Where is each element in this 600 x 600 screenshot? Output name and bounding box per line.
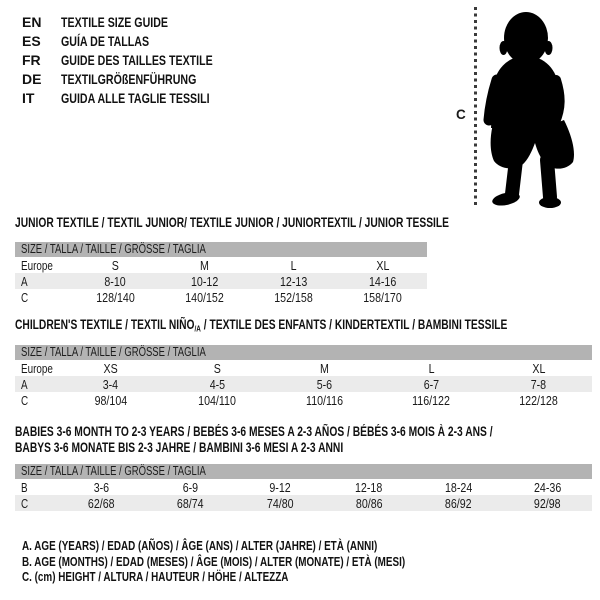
lang-title: GUIDE DES TAILLES TEXTILE: [61, 52, 213, 68]
height-measure-label: C: [456, 107, 466, 122]
lang-code: IT: [22, 90, 35, 106]
table-row-months: [15, 479, 592, 495]
babies-title-line2: BABYS 3-6 MONATE BIS 2-3 JAHRE / BAMBINI 3-6 MESI A 2-3 ANNI: [15, 440, 344, 455]
lang-row-fr: [22, 51, 261, 70]
lang-row-it: [22, 89, 261, 108]
size-value: 14-16: [368, 273, 397, 289]
size-value: 140/152: [185, 289, 224, 305]
lang-title: TEXTILE SIZE GUIDE: [61, 14, 169, 30]
size-value: L: [290, 257, 297, 273]
lang-row-es: [22, 32, 261, 51]
size-value: XL: [375, 257, 390, 273]
babies-section-title: [15, 424, 600, 456]
row-label: C: [21, 392, 29, 408]
size-value: M: [320, 360, 329, 376]
size-value: XL: [531, 360, 546, 376]
size-value: 10-12: [190, 273, 219, 289]
junior-section-title: [15, 215, 586, 230]
size-value: 3-4: [102, 376, 119, 392]
table-row-age: [15, 273, 427, 289]
lang-row-en: [22, 13, 261, 32]
measurement-legend: [22, 538, 526, 585]
children-section-title: [15, 317, 600, 333]
size-value: 62/68: [88, 495, 115, 511]
height-dotted-line: [474, 7, 477, 208]
size-value: 12-13: [279, 273, 308, 289]
lang-row-de: [22, 70, 261, 89]
size-value: 3-6: [93, 479, 110, 495]
table-row-europe: [15, 257, 427, 273]
size-value: 68/74: [177, 495, 205, 511]
size-header-text: SIZE / TALLA / TAILLE / GRÖSSE / TAGLIA: [21, 464, 206, 478]
size-header-text: SIZE / TALLA / TAILLE / GRÖSSE / TAGLIA: [21, 345, 206, 359]
lang-title: TEXTILGRÖßENFÜHRUNG: [61, 71, 197, 87]
size-value: 80/86: [355, 495, 383, 511]
size-value: 5-6: [316, 376, 333, 392]
row-label: C: [21, 289, 29, 305]
lang-title: GUIDA ALLE TAGLIE TESSILI: [61, 90, 210, 106]
children-size-table: [15, 345, 592, 408]
row-label: B: [21, 479, 28, 495]
lang-code: EN: [22, 14, 42, 30]
table-row-europe: [15, 360, 592, 376]
lang-code: FR: [22, 52, 41, 68]
size-value: S: [111, 257, 120, 273]
table-row-age: [15, 376, 592, 392]
size-value: 7-8: [530, 376, 547, 392]
size-value: 152/158: [274, 289, 313, 305]
legend-line-a: A. AGE (YEARS) / EDAD (AÑOS) / ÂGE (ANS) / ALTER (JAHRE) / ETÀ (ANNI): [22, 538, 378, 553]
size-value: 4-5: [209, 376, 226, 392]
row-label: Europe: [21, 360, 53, 376]
size-value: 128/140: [96, 289, 135, 305]
size-value: 6-9: [183, 479, 199, 495]
size-value: S: [213, 360, 222, 376]
row-label: C: [21, 495, 29, 511]
size-value: 110/116: [306, 392, 343, 408]
size-value: 122/128: [519, 392, 558, 408]
size-value: 24-36: [533, 479, 562, 495]
lang-title: GUÍA DE TALLAS: [61, 33, 150, 49]
junior-section-title-text: JUNIOR TEXTILE / TEXTIL JUNIOR/ TEXTILE JUNIOR / JUNIORTEXTIL / JUNIOR TESSILE: [15, 215, 450, 230]
lang-code: ES: [22, 33, 41, 49]
language-title-block: [22, 13, 261, 108]
size-value: 12-18: [355, 479, 383, 495]
size-header-text: SIZE / TALLA / TAILLE / GRÖSSE / TAGLIA: [21, 242, 206, 256]
size-header-bar: [15, 345, 592, 360]
babies-size-table: [15, 464, 592, 511]
size-value: XS: [103, 360, 118, 376]
row-label: Europe: [21, 257, 53, 273]
row-label: A: [21, 376, 28, 392]
table-row-height: [15, 495, 592, 511]
size-value: 6-7: [423, 376, 440, 392]
babies-title-line1: BABIES 3-6 MONTH TO 2-3 YEARS / BEBÉS 3-6 MESES A 2-3 AÑOS / BÉBÉS 3-6 MOIS À 2-3 ANS /: [15, 424, 493, 439]
size-value: 18-24: [444, 479, 472, 495]
size-value: L: [428, 360, 435, 376]
nino-a-subscript: /A: [194, 323, 201, 334]
legend-line-c: C. (cm) HEIGHT / ALTURA / HAUTEUR / HÖHE / ALTEZZA: [22, 569, 289, 585]
size-header-bar: [15, 242, 427, 257]
table-header-row: [15, 345, 592, 360]
size-value: 104/110: [198, 392, 237, 408]
table-header-row: [15, 242, 427, 257]
size-value: 74/80: [266, 495, 294, 511]
size-value: M: [200, 257, 209, 273]
size-value: 86/92: [444, 495, 472, 511]
size-value: 9-12: [269, 479, 291, 495]
legend-line-b: B. AGE (MONTHS) / EDAD (MESES) / ÂGE (MOIS) / ALTER (MONATE) / ETÀ (MESI): [22, 553, 406, 569]
row-label: A: [21, 273, 28, 289]
size-value: 92/98: [534, 495, 561, 511]
lang-code: DE: [22, 71, 42, 87]
size-value: 116/122: [412, 392, 451, 408]
size-header-bar: [15, 464, 592, 479]
table-row-height: [15, 289, 427, 305]
size-value: 158/170: [363, 289, 402, 305]
baby-silhouette-icon: [483, 10, 579, 208]
children-section-title-text: CHILDREN'S TEXTILE / TEXTIL NIÑO/A / TEXTILE DES ENFANTS / KINDERTEXTIL / BAMBINI TESSILE: [15, 317, 508, 334]
size-value: 8-10: [104, 273, 127, 289]
table-row-height: [15, 392, 592, 408]
table-header-row: [15, 464, 592, 479]
size-value: 98/104: [94, 392, 127, 408]
junior-size-table: [15, 242, 427, 305]
